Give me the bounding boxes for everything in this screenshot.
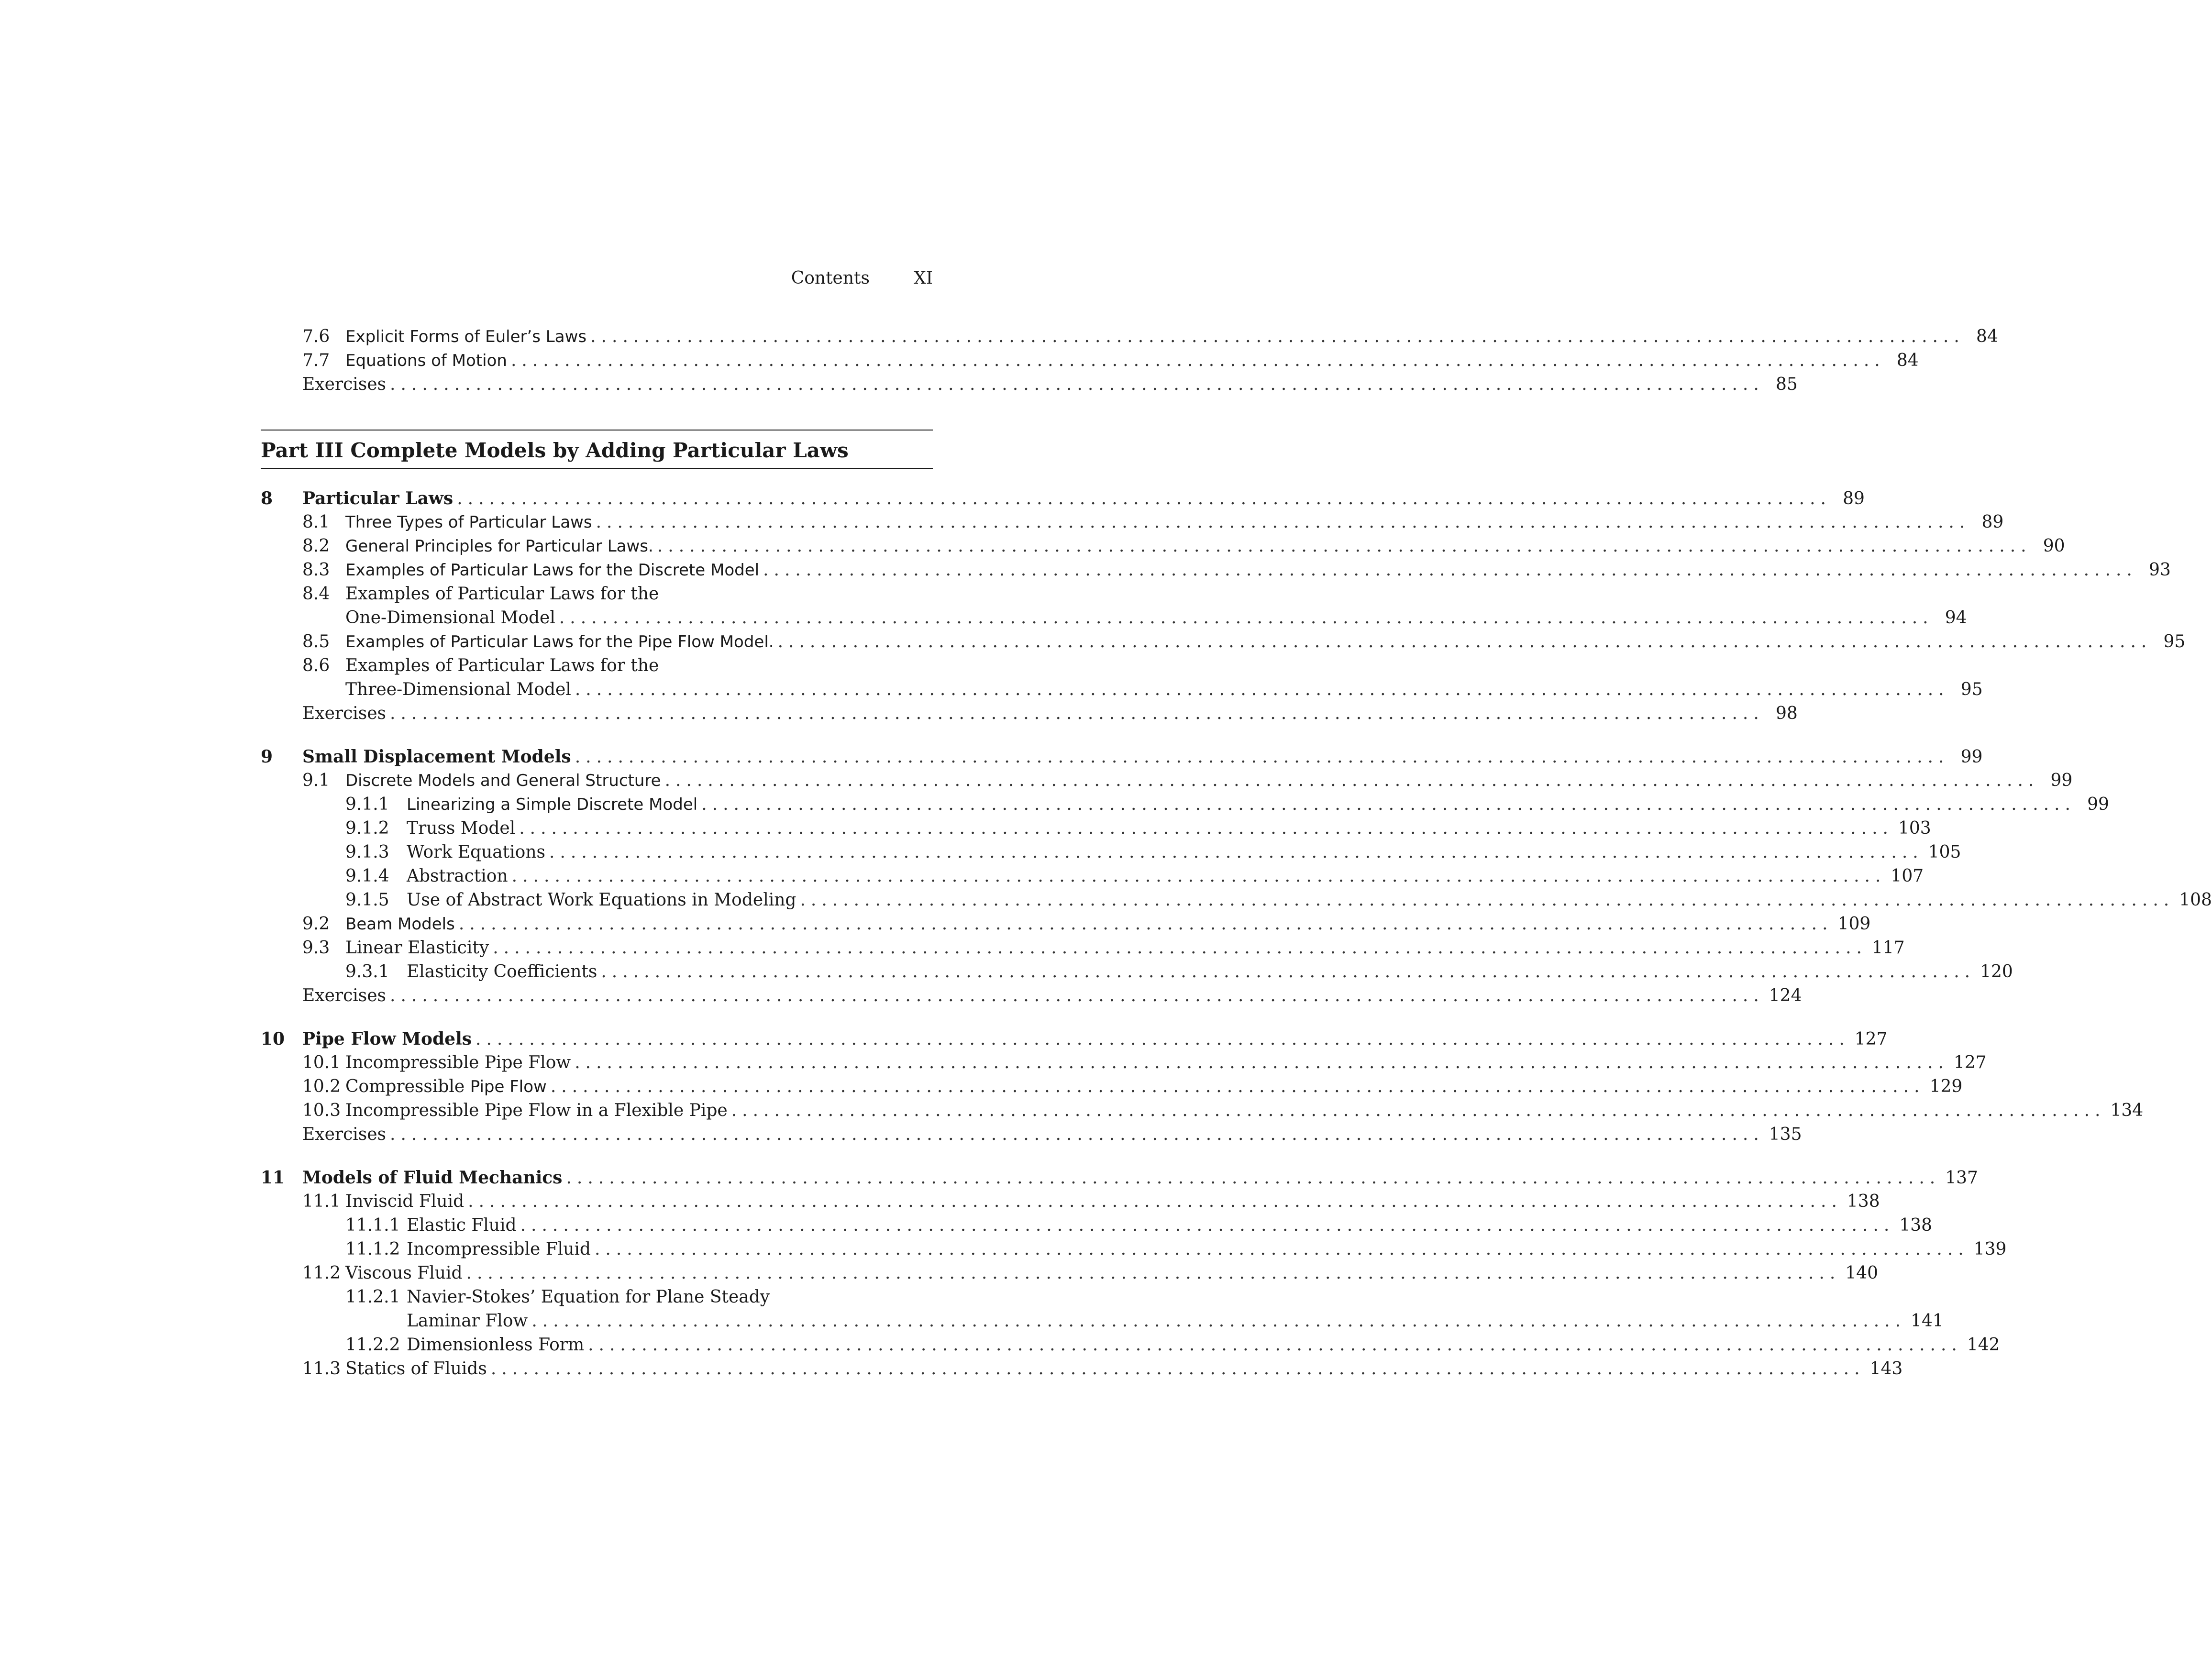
section-title-continued: Laminar Flow: [407, 1310, 531, 1333]
chapter-number: 11: [261, 1168, 285, 1188]
dot-leader: ................................................................................................................................: [575, 680, 1949, 699]
section-number: 9.1.5: [345, 890, 389, 910]
section-title: Examples of Particular Laws for the: [345, 584, 659, 604]
section-title: Elastic Fluid: [407, 1214, 520, 1237]
toc-entry-11-2-1[interactable]: [258, 1286, 933, 1309]
toc-entry-11-1-2[interactable]: [258, 1238, 2007, 1261]
section-number: 9.1.2: [345, 818, 389, 838]
dot-leader: ................................................................................................................................: [588, 1335, 1962, 1355]
section-title: Three Types of Particular Laws: [345, 511, 596, 534]
page-ref: 109: [1833, 913, 1867, 936]
dot-leader: ................................................................................................................................: [559, 608, 1934, 628]
section-number: 8.1: [302, 512, 330, 532]
dot-leader: ................................................................................................................................: [549, 842, 1924, 862]
toc-entry-8-6[interactable]: [258, 654, 933, 677]
toc-entry-7-6[interactable]: [258, 325, 1998, 348]
toc-entry-9-1-2[interactable]: [258, 817, 1931, 840]
page-ref: 117: [1867, 937, 1901, 960]
toc-entry-9-3-1[interactable]: [258, 960, 2013, 983]
toc-entry-8-4[interactable]: [258, 583, 933, 606]
dot-leader: ................................................................................................................................: [511, 866, 1886, 886]
dot-leader: ................................................................................................................................: [476, 1029, 1850, 1049]
section-number: 11.1.2: [345, 1239, 400, 1259]
part-rule-top: [261, 430, 933, 431]
section-title: Linearizing a Simple Discrete Model: [407, 793, 701, 816]
dot-leader: ................................................................................................................................: [510, 351, 1885, 370]
section-number: 9.2: [302, 914, 330, 934]
section-title: Examples of Particular Laws for the Discrete Model: [345, 559, 763, 582]
dot-leader: ................................................................................................................................: [566, 1168, 1941, 1188]
section-title: Navier-Stokes’ Equation for Plane Steady: [407, 1287, 770, 1307]
section-title: Incompressible Pipe Flow: [345, 1051, 575, 1074]
dot-leader: ................................................................................................................................: [493, 938, 1867, 958]
dot-leader: ................................................................................................................................: [763, 560, 2137, 580]
section-title: Exercises: [302, 984, 390, 1007]
page-ref: 127: [1949, 1051, 1982, 1074]
section-title-part: Pipe Flow: [470, 1077, 547, 1096]
page-ref: 84: [1885, 349, 1919, 372]
section-title: Exercises: [302, 702, 390, 725]
page-ref: 90: [2032, 535, 2065, 558]
section-title: General Principles for Particular Laws.: [345, 535, 657, 558]
chapter-title: Models of Fluid Mechanics: [302, 1166, 566, 1189]
toc-entry-9-1-5[interactable]: [258, 889, 2212, 912]
section-title-part: Compressible: [345, 1077, 470, 1096]
page-ref: 107: [1886, 865, 1919, 888]
section-number: 9.3: [302, 938, 330, 958]
section-number: 10.1: [302, 1053, 341, 1072]
section-number: 8.2: [302, 536, 330, 556]
dot-leader: ................................................................................................................................: [550, 1077, 1925, 1096]
toc-entry-9-1-4[interactable]: [258, 865, 1924, 888]
running-header: [258, 264, 933, 293]
section-number: 11.2.2: [345, 1335, 400, 1355]
page-ref: 120: [1975, 960, 2009, 983]
dot-leader: ................................................................................................................................: [520, 1215, 1895, 1235]
section-number: 9.1.3: [345, 842, 389, 862]
section-number: 8.3: [302, 560, 330, 580]
dot-leader: ................................................................................................................................: [575, 1053, 1949, 1072]
page-ref: 139: [1969, 1238, 2002, 1261]
dot-leader: ................................................................................................................................: [657, 536, 2032, 556]
toc-entry-8-3[interactable]: [258, 559, 2171, 582]
dot-leader: ................................................................................................................................: [390, 986, 1764, 1005]
dot-leader: ................................................................................................................................: [800, 890, 2175, 910]
toc-entry-10-2[interactable]: [258, 1075, 1963, 1098]
section-title-continued: One-Dimensional Model: [345, 607, 559, 629]
page-ref: 89: [1970, 511, 2003, 534]
toc-entry-10-3[interactable]: [258, 1099, 2144, 1122]
page-ref: 135: [1764, 1123, 1798, 1146]
section-number: 10.3: [302, 1101, 341, 1120]
toc-entry-8-1[interactable]: [258, 511, 2004, 534]
page-ref: 124: [1764, 984, 1798, 1007]
part-title: Part III Complete Models by Adding Particular Laws: [261, 439, 849, 462]
page-ref: 137: [1940, 1167, 1974, 1190]
dot-leader: ................................................................................................................................: [601, 962, 1976, 982]
section-title: Work Equations: [407, 841, 549, 864]
page-number: XI: [914, 268, 933, 288]
toc-entry-7-7[interactable]: [258, 349, 1919, 372]
page-ref: 134: [2105, 1099, 2139, 1122]
chapter-title: Particular Laws: [302, 487, 457, 510]
section-number: 9.1: [302, 771, 330, 790]
section-title: Examples of Particular Laws for the Pipe Flow Model.: [345, 630, 778, 653]
section-number: 9.1.1: [345, 795, 389, 814]
toc-entry-9-2[interactable]: [258, 913, 1871, 936]
section-number: 9.1.4: [345, 866, 389, 886]
dot-leader: ................................................................................................................................: [390, 375, 1764, 394]
toc-entry-exercises-9[interactable]: [258, 984, 1802, 1007]
section-title: Statics of Fluids: [345, 1358, 491, 1380]
section-title: Truss Model: [407, 817, 519, 840]
section-number: 8.5: [302, 632, 330, 651]
page-ref: 98: [1764, 702, 1798, 725]
dot-leader: ................................................................................................................................: [457, 489, 1831, 508]
section-number: 8.6: [302, 656, 330, 675]
toc-entry-9-1[interactable]: [258, 769, 2073, 792]
part-rule-bottom: [261, 468, 933, 469]
section-title: Discrete Models and General Structure: [345, 769, 665, 792]
toc-entry-exercises-7[interactable]: [258, 373, 1798, 396]
section-number: 11.1: [302, 1192, 341, 1211]
section-title: Equations of Motion: [345, 349, 511, 372]
section-title: [345, 1075, 551, 1098]
section-title: Examples of Particular Laws for the: [345, 656, 659, 675]
dot-leader: ................................................................................................................................: [390, 704, 1764, 723]
section-number: 10.2: [302, 1077, 341, 1096]
page-ref: 141: [1906, 1310, 1939, 1333]
toc-entry-8-4-cont[interactable]: [258, 607, 1967, 629]
page-ref: 103: [1893, 817, 1927, 840]
dot-leader: ................................................................................................................................: [594, 1239, 1969, 1259]
page-ref: 89: [1831, 487, 1865, 510]
running-header-label: Contents: [791, 268, 870, 288]
page-ref: 99: [2039, 769, 2072, 792]
page-ref: 142: [1962, 1334, 1996, 1357]
page-ref: 99: [1949, 746, 1982, 769]
section-number: 7.6: [302, 327, 330, 346]
toc-entry-11-1[interactable]: [258, 1190, 1880, 1213]
page-ref: 138: [1894, 1214, 1928, 1237]
dot-leader: ................................................................................................................................: [590, 327, 1965, 346]
page-ref: 105: [1924, 841, 1957, 864]
page-ref: 143: [1865, 1358, 1899, 1380]
dot-leader: ................................................................................................................................: [777, 632, 2152, 651]
dot-leader: ................................................................................................................................: [701, 795, 2076, 814]
toc-entry-8-5[interactable]: [258, 630, 2186, 653]
page-ref: 127: [1850, 1028, 1883, 1051]
page-ref: 84: [1965, 325, 1998, 348]
dot-leader: ................................................................................................................................: [490, 1359, 1865, 1379]
toc-entry-8-2[interactable]: [258, 535, 2065, 558]
toc-entry-9-1-3[interactable]: [258, 841, 1961, 864]
dot-leader: ................................................................................................................................: [458, 914, 1833, 934]
dot-leader: ................................................................................................................................: [731, 1101, 2106, 1120]
section-number: 9.3.1: [345, 962, 389, 982]
section-title-continued: Three-Dimensional Model: [345, 678, 575, 701]
section-number: 11.2: [302, 1263, 341, 1283]
toc-chapter-11[interactable]: [258, 1166, 1978, 1189]
section-title: Beam Models: [345, 913, 459, 936]
page-ref: 138: [1842, 1190, 1876, 1213]
toc-entry-10-1[interactable]: [258, 1051, 1987, 1074]
dot-leader: ................................................................................................................................: [664, 771, 2039, 790]
page-ref: 99: [2076, 793, 2109, 816]
section-title: Dimensionless Form: [407, 1334, 588, 1357]
dot-leader: ................................................................................................................................: [466, 1263, 1841, 1283]
section-number: 8.4: [302, 584, 330, 604]
chapter-title: Small Displacement Models: [302, 745, 575, 768]
page-ref: 93: [2137, 559, 2171, 582]
section-number: 11.1.1: [345, 1215, 400, 1235]
section-title: Exercises: [302, 1123, 390, 1146]
dot-leader: ................................................................................................................................: [390, 1125, 1764, 1144]
toc-entry-exercises-10[interactable]: [258, 1123, 1802, 1146]
toc-entry-9-3[interactable]: [258, 937, 1905, 960]
chapter-title: Pipe Flow Models: [302, 1027, 476, 1050]
dot-leader: ................................................................................................................................: [596, 512, 1970, 532]
page-ref: 140: [1840, 1262, 1874, 1285]
chapter-number: 9: [261, 747, 273, 767]
toc-chapter-8[interactable]: [258, 487, 1865, 510]
toc-chapter-9[interactable]: [258, 745, 1983, 768]
section-number: 11.3: [302, 1359, 341, 1379]
section-number: 11.2.1: [345, 1287, 400, 1307]
dot-leader: ................................................................................................................................: [468, 1192, 1842, 1211]
section-title: Inviscid Fluid: [345, 1190, 468, 1213]
toc-entry-11-2-1-cont[interactable]: [258, 1310, 1944, 1333]
page-ref: 129: [1925, 1075, 1958, 1098]
toc-entry-exercises-8[interactable]: [258, 702, 1798, 725]
section-title: Explicit Forms of Euler’s Laws: [345, 325, 590, 348]
dot-leader: ................................................................................................................................: [575, 747, 1949, 767]
toc-entry-11-3[interactable]: [258, 1358, 1903, 1380]
page-ref: 95: [2152, 630, 2185, 653]
section-title: Linear Elasticity: [345, 937, 493, 960]
page-ref: 108: [2174, 889, 2208, 912]
dot-leader: ................................................................................................................................: [531, 1311, 1906, 1331]
toc-entry-11-2[interactable]: [258, 1262, 1878, 1285]
page-ref: 85: [1764, 373, 1798, 396]
dot-leader: ................................................................................................................................: [519, 818, 1893, 838]
toc-entry-8-6-cont[interactable]: [258, 678, 1983, 701]
toc-chapter-10[interactable]: [258, 1027, 1888, 1050]
toc-entry-11-2-2[interactable]: [258, 1334, 2000, 1357]
section-number: 7.7: [302, 351, 330, 370]
section-title: Incompressible Pipe Flow in a Flexible Pipe: [345, 1099, 731, 1122]
page-ref: 94: [1934, 607, 1967, 629]
toc-entry-11-1-1[interactable]: [258, 1214, 1933, 1237]
section-title: Elasticity Coefficients: [407, 960, 601, 983]
section-title: Viscous Fluid: [345, 1262, 466, 1285]
page-ref: 95: [1949, 678, 1983, 701]
toc-entry-9-1-1[interactable]: [258, 793, 2109, 816]
section-title: Use of Abstract Work Equations in Modeling: [407, 889, 800, 912]
section-title: Exercises: [302, 373, 390, 396]
section-title: Incompressible Fluid: [407, 1238, 595, 1261]
chapter-number: 10: [261, 1029, 285, 1049]
section-title: Abstraction: [407, 865, 512, 888]
chapter-number: 8: [261, 488, 273, 508]
